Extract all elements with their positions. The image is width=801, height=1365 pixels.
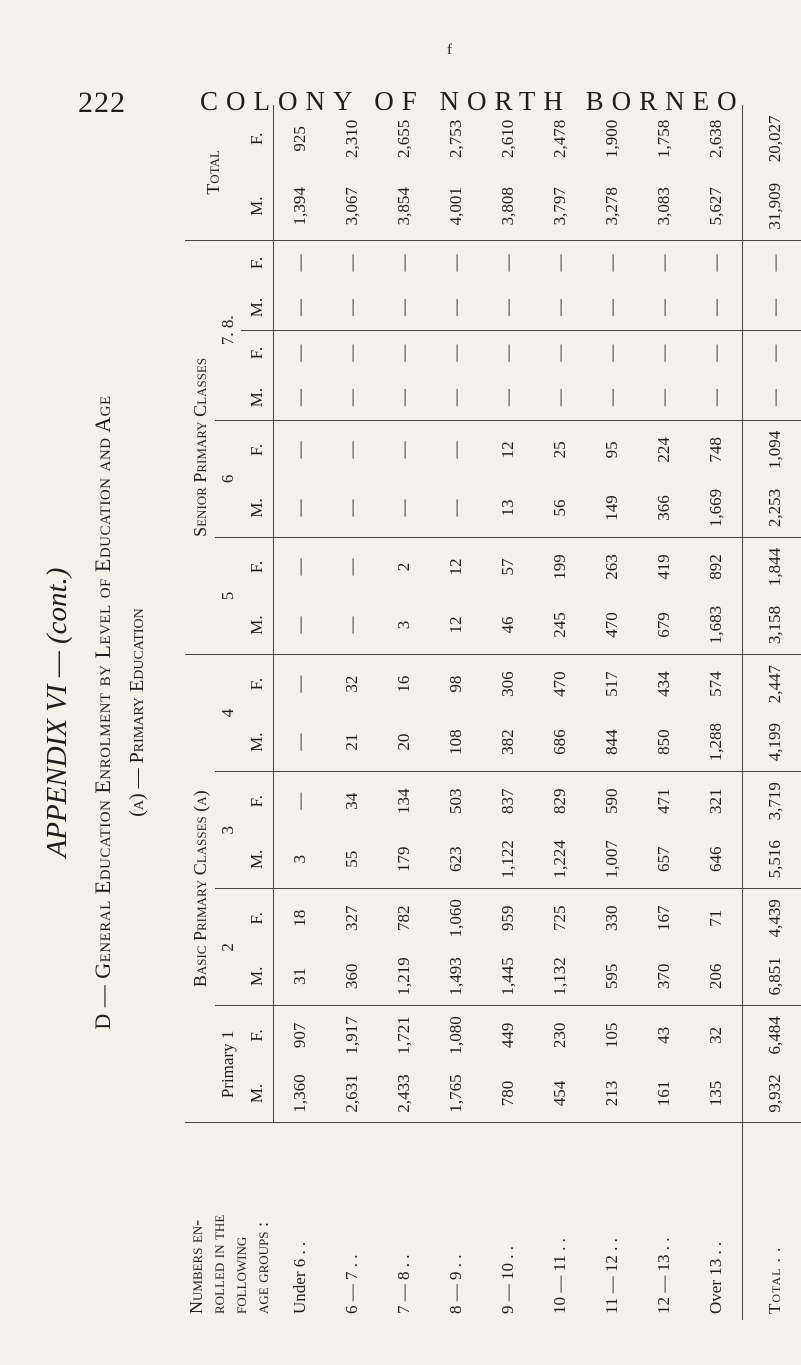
total-m-cell: 4,001 (430, 173, 482, 241)
cell: 1,493 (430, 947, 482, 1006)
cell: 21 (326, 713, 378, 772)
class-label: Primary 1 (215, 1006, 241, 1123)
cell: 98 (446, 675, 465, 693)
cell: 449 (498, 1022, 517, 1049)
cell: — (394, 441, 413, 459)
total-f-cell: 2,638 (690, 105, 743, 173)
cell: 2,433 (378, 1064, 430, 1123)
cell: — (326, 375, 378, 420)
cell: 454 (534, 1064, 586, 1123)
cell: 419 (654, 554, 673, 580)
cell: 161 (638, 1064, 690, 1123)
appendix-title: APPENDIX VI — (cont.) (41, 567, 73, 858)
cell: — (550, 344, 569, 362)
running-head: COLONY OF NORTH BORNEO (200, 86, 745, 116)
table-row (690, 105, 743, 1320)
total-m-cell: 5,627 (690, 173, 743, 241)
subtitle: (a) — Primary Education (126, 608, 148, 817)
cell: — (430, 285, 482, 330)
cell: 1,721 (394, 1016, 413, 1055)
cell: 470 (550, 671, 569, 697)
cell: — (638, 375, 690, 420)
cell: — (290, 254, 309, 272)
cell: 574 (690, 655, 743, 714)
cell: 1,288 (690, 713, 743, 772)
age-label: 8 — 9 . . (446, 1254, 465, 1314)
cell: 46 (482, 596, 534, 655)
cell: — (430, 479, 482, 538)
cell: 3 (274, 830, 327, 889)
cell: — (602, 254, 621, 272)
total-f-cell: 1,758 (654, 119, 673, 158)
cell: — (290, 344, 309, 362)
m-header: M. (241, 1064, 274, 1123)
table-row (482, 105, 534, 1320)
class-label: 3 (215, 772, 241, 889)
cell: 327 (342, 905, 361, 932)
cell: 1,080 (446, 1016, 465, 1055)
cell: — (326, 285, 378, 330)
total-cell: 6,484 (765, 1016, 784, 1055)
cell: — (378, 479, 430, 538)
age-label: 7 — 8 . . (394, 1254, 413, 1314)
cell: 382 (482, 713, 534, 772)
cell: 1,683 (690, 596, 743, 655)
cell: 13 (482, 479, 534, 538)
table-row (430, 105, 482, 1320)
cell: 959 (498, 905, 517, 932)
total-cell: 2,447 (765, 664, 784, 704)
age-label: 6 — 7 . . (342, 1254, 361, 1314)
cell: — (342, 254, 361, 272)
total-cell: — (743, 285, 801, 330)
total-cell: 4,199 (743, 713, 801, 772)
header-label-cell (185, 1123, 274, 1320)
cell: 18 (290, 909, 309, 927)
f-header: F. (241, 420, 274, 479)
total-f-cell: 2,478 (550, 119, 569, 158)
cell: 2 (394, 562, 413, 572)
total-f-cell: 1,900 (602, 119, 621, 158)
cell: — (274, 285, 327, 330)
cell: — (342, 441, 361, 459)
header-label-line: Numbers en- (186, 1219, 206, 1314)
total-cell: 9,932 (743, 1064, 801, 1123)
f-header: F. (241, 889, 274, 948)
class-label: 2 (215, 889, 241, 1006)
cell: — (690, 240, 743, 285)
cell: 837 (498, 788, 517, 814)
cell: 12 (498, 441, 517, 459)
grand-total-f: 20,027 (765, 115, 784, 163)
cell: — (534, 375, 586, 420)
total-cell: — (765, 344, 784, 362)
total-label: Total . . (765, 1246, 784, 1314)
cell: 907 (290, 1022, 309, 1049)
age-label: 10 — 11 . . (550, 1238, 569, 1314)
cell: 366 (638, 479, 690, 538)
cell: — (274, 713, 327, 772)
cell: 135 (690, 1064, 743, 1123)
total-header: Total (185, 105, 241, 240)
table-row (638, 105, 690, 1320)
cell: 470 (586, 596, 638, 655)
cell: — (550, 254, 569, 272)
total-m-cell: 1,394 (274, 173, 327, 241)
cell: — (274, 375, 327, 420)
cell: 32 (342, 675, 361, 693)
total-cell: — (765, 254, 784, 272)
total-cell: 3,158 (743, 596, 801, 655)
cell: 370 (638, 947, 690, 1006)
cell: 108 (430, 713, 482, 772)
cell: 56 (534, 479, 586, 538)
class-label: 6 (215, 420, 241, 537)
cell: — (290, 792, 309, 810)
cell: 679 (638, 596, 690, 655)
cell: 844 (586, 713, 638, 772)
cell: 57 (498, 558, 517, 576)
cell: 1,360 (274, 1064, 327, 1123)
total-cell: 3,719 (765, 782, 784, 821)
cell: 850 (638, 713, 690, 772)
cell: 199 (550, 554, 569, 580)
total-f-cell: 925 (290, 126, 309, 152)
cell: 1,219 (378, 947, 430, 1006)
m-header: M. (241, 173, 274, 241)
cell: 245 (534, 596, 586, 655)
total-m-cell: 3,797 (534, 173, 586, 241)
cell: 20 (378, 713, 430, 772)
total-cell: 5,516 (743, 830, 801, 889)
total-cell: 6,851 (743, 947, 801, 1006)
header-label-line: age groups : (252, 1221, 272, 1314)
senior-primary-header: Senior Primary Classes (185, 240, 215, 654)
age-label: 11 — 12 . . (602, 1238, 621, 1314)
cell: 829 (550, 788, 569, 814)
cell: 95 (602, 441, 621, 459)
enrolment-table (185, 105, 801, 1320)
main-title: D — General Education Enrolment by Level of Education and Age (90, 395, 115, 1030)
cell: 657 (638, 830, 690, 889)
title-block (35, 105, 151, 1320)
cell: 1,669 (690, 479, 743, 538)
cell: 782 (394, 905, 413, 932)
age-label: Over 13 . . (690, 1123, 743, 1320)
total-m-cell: 3,083 (638, 173, 690, 241)
cell: 1,765 (430, 1064, 482, 1123)
cell: 725 (550, 905, 569, 932)
cell: 31 (274, 947, 327, 1006)
f-header: F. (241, 537, 274, 596)
cell: 595 (586, 947, 638, 1006)
table-row (586, 105, 638, 1320)
cell: 623 (430, 830, 482, 889)
cell: 517 (602, 671, 621, 697)
cell: — (690, 285, 743, 330)
cell: 34 (342, 792, 361, 810)
cell: 16 (394, 675, 413, 693)
cell: 206 (690, 947, 743, 1006)
cell: 43 (654, 1026, 673, 1044)
cell: 3 (378, 596, 430, 655)
cell: — (290, 441, 309, 459)
cell: — (482, 375, 534, 420)
cell: 360 (326, 947, 378, 1006)
cell: 12 (446, 558, 465, 576)
cell: — (586, 285, 638, 330)
total-f-cell: 2,310 (342, 119, 361, 158)
total-cell: 4,439 (765, 899, 784, 938)
cell: — (482, 285, 534, 330)
header-label-line: following (230, 1236, 250, 1314)
cell: — (290, 558, 309, 576)
cell: — (602, 344, 621, 362)
cell: 434 (654, 671, 673, 697)
cell: 12 (430, 596, 482, 655)
cell: — (498, 344, 517, 362)
total-m-cell: 3,854 (378, 173, 430, 241)
table-row (274, 105, 327, 1320)
cell: 748 (690, 420, 743, 479)
cell: — (586, 375, 638, 420)
total-cell: 1,844 (765, 547, 784, 587)
cell: — (638, 285, 690, 330)
cell: 686 (534, 713, 586, 772)
table-row (534, 105, 586, 1320)
cell: — (326, 596, 378, 655)
class-label: 7. 8. (215, 240, 241, 420)
cell: — (290, 675, 309, 693)
cell: 71 (690, 889, 743, 948)
header-label-line: rolled in the (208, 1214, 228, 1314)
cell: 149 (586, 479, 638, 538)
cell: 2,631 (326, 1064, 378, 1123)
total-m-cell: 3,067 (326, 173, 378, 241)
m-header: M. (241, 479, 274, 538)
rotated-table-region (35, 105, 784, 1320)
f-header: F. (241, 772, 274, 831)
cell: 590 (602, 788, 621, 814)
f-header: F. (241, 1006, 274, 1065)
total-f-cell: 2,655 (394, 119, 413, 158)
cell: 780 (482, 1064, 534, 1123)
cell: — (326, 479, 378, 538)
cell: 646 (690, 830, 743, 889)
cell: 213 (586, 1064, 638, 1123)
cell: 25 (550, 441, 569, 459)
table-row (326, 105, 378, 1320)
age-label: 9 — 10 . . (498, 1246, 517, 1314)
cell: 892 (690, 537, 743, 596)
cell: — (430, 375, 482, 420)
cell: — (534, 285, 586, 330)
total-f-cell: 2,753 (446, 119, 465, 158)
m-header: M. (241, 596, 274, 655)
total-m-cell: 3,278 (586, 173, 638, 241)
cell: — (378, 285, 430, 330)
cell: 503 (446, 788, 465, 814)
total-row (743, 105, 801, 1320)
cell: 105 (602, 1022, 621, 1049)
class-label: 4 (215, 655, 241, 772)
cell: — (446, 254, 465, 272)
m-header: M. (241, 713, 274, 772)
cell: 330 (602, 905, 621, 932)
m-header: M. (241, 947, 274, 1006)
cell: — (274, 479, 327, 538)
cell: 471 (654, 788, 673, 814)
cell: 224 (654, 437, 673, 463)
cell: 1,060 (446, 899, 465, 938)
cell: 306 (498, 671, 517, 697)
cell: 263 (602, 554, 621, 580)
class-label: 5 (215, 537, 241, 654)
cell: — (342, 558, 361, 576)
cell: — (394, 254, 413, 272)
cell: — (342, 344, 361, 362)
table-row (378, 105, 430, 1320)
cell: 134 (394, 788, 413, 814)
cell: 179 (378, 830, 430, 889)
m-header: M. (241, 285, 274, 330)
cell: 167 (654, 905, 673, 932)
cell: — (498, 254, 517, 272)
page-number: 222 (78, 86, 126, 119)
total-cell: 1,094 (765, 430, 784, 470)
cell: — (654, 344, 673, 362)
age-label: Under 6 . . (289, 1241, 309, 1314)
total-cell: — (743, 375, 801, 420)
grand-total-m: 31,909 (743, 173, 801, 241)
f-header: F. (241, 240, 274, 285)
cell: — (446, 441, 465, 459)
cell: 1,445 (482, 947, 534, 1006)
m-header: M. (241, 375, 274, 420)
total-f-cell: 2,610 (498, 119, 517, 158)
cell: 55 (326, 830, 378, 889)
cell: — (378, 375, 430, 420)
m-header: M. (241, 830, 274, 889)
cell: 1,122 (482, 830, 534, 889)
cell: — (274, 596, 327, 655)
cell: — (690, 330, 743, 375)
total-m-cell: 3,808 (482, 173, 534, 241)
cell: 1,007 (586, 830, 638, 889)
cell: — (690, 375, 743, 420)
cell: 230 (550, 1022, 569, 1049)
f-header: F. (241, 655, 274, 714)
f-header: F. (241, 105, 274, 173)
cell: — (654, 254, 673, 272)
cell: 1,917 (342, 1016, 361, 1055)
cell: — (394, 344, 413, 362)
age-label: 12 — 13 . . (654, 1237, 673, 1314)
basic-primary-header: Basic Primary Classes (a) (185, 655, 215, 1123)
total-cell: 2,253 (743, 479, 801, 538)
cell: 32 (690, 1006, 743, 1065)
cell: — (446, 344, 465, 362)
stray-mark: f (447, 42, 452, 58)
cell: 1,132 (534, 947, 586, 1006)
cell: 321 (690, 772, 743, 831)
cell: 1,224 (534, 830, 586, 889)
f-header: F. (241, 330, 274, 375)
